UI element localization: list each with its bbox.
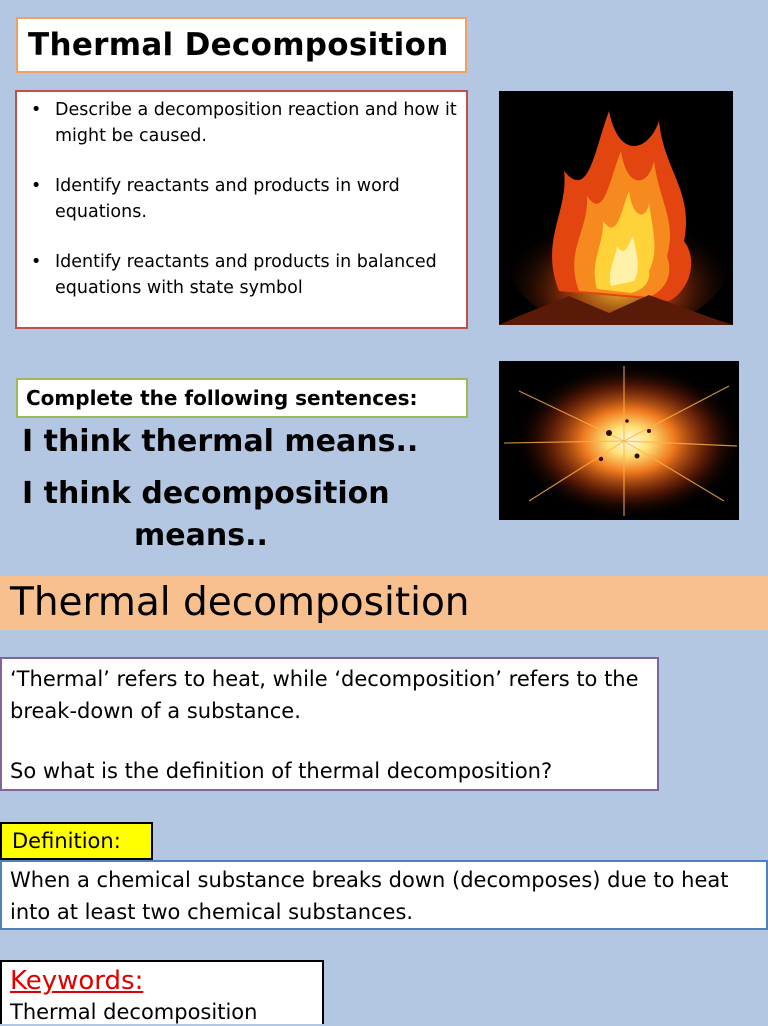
explanation-question: So what is the definition of thermal decomposition?	[10, 759, 553, 783]
fire-image	[499, 91, 733, 325]
slide-title: Thermal Decomposition	[16, 17, 467, 73]
explosion-illustration	[499, 361, 739, 520]
objective-item: • Describe a decomposition reaction and how it might be caused.	[29, 97, 458, 149]
explosion-image	[499, 361, 739, 520]
sentence-decomposition: I think decomposition	[22, 476, 390, 511]
sentence-thermal: I think thermal means..	[22, 424, 419, 459]
explanation-box	[0, 657, 659, 791]
definition-label: Definition:	[0, 822, 153, 860]
explanation-text: ‘Thermal’ refers to heat, while ‘decomposition’ refers to the break-down of a substance.	[10, 667, 639, 723]
keywords-title: Keywords:	[10, 966, 144, 996]
fire-illustration	[499, 91, 733, 325]
sentence-decomposition-continued: means..	[134, 518, 268, 553]
instruction-box: Complete the following sentences:	[16, 378, 468, 418]
definition-box: When a chemical substance breaks down (decomposes) due to heat into at least two chemical substances.	[0, 860, 768, 930]
keywords-box	[0, 960, 324, 1024]
objective-item: • Identify reactants and products in balanced equations with state symbol	[29, 249, 458, 301]
section-heading: Thermal decomposition	[10, 580, 470, 625]
learning-objectives	[15, 90, 468, 329]
objective-item: • Identify reactants and products in word equations.	[29, 173, 458, 225]
objectives-list	[29, 97, 458, 301]
keyword-item: Thermal decomposition	[10, 1000, 258, 1024]
